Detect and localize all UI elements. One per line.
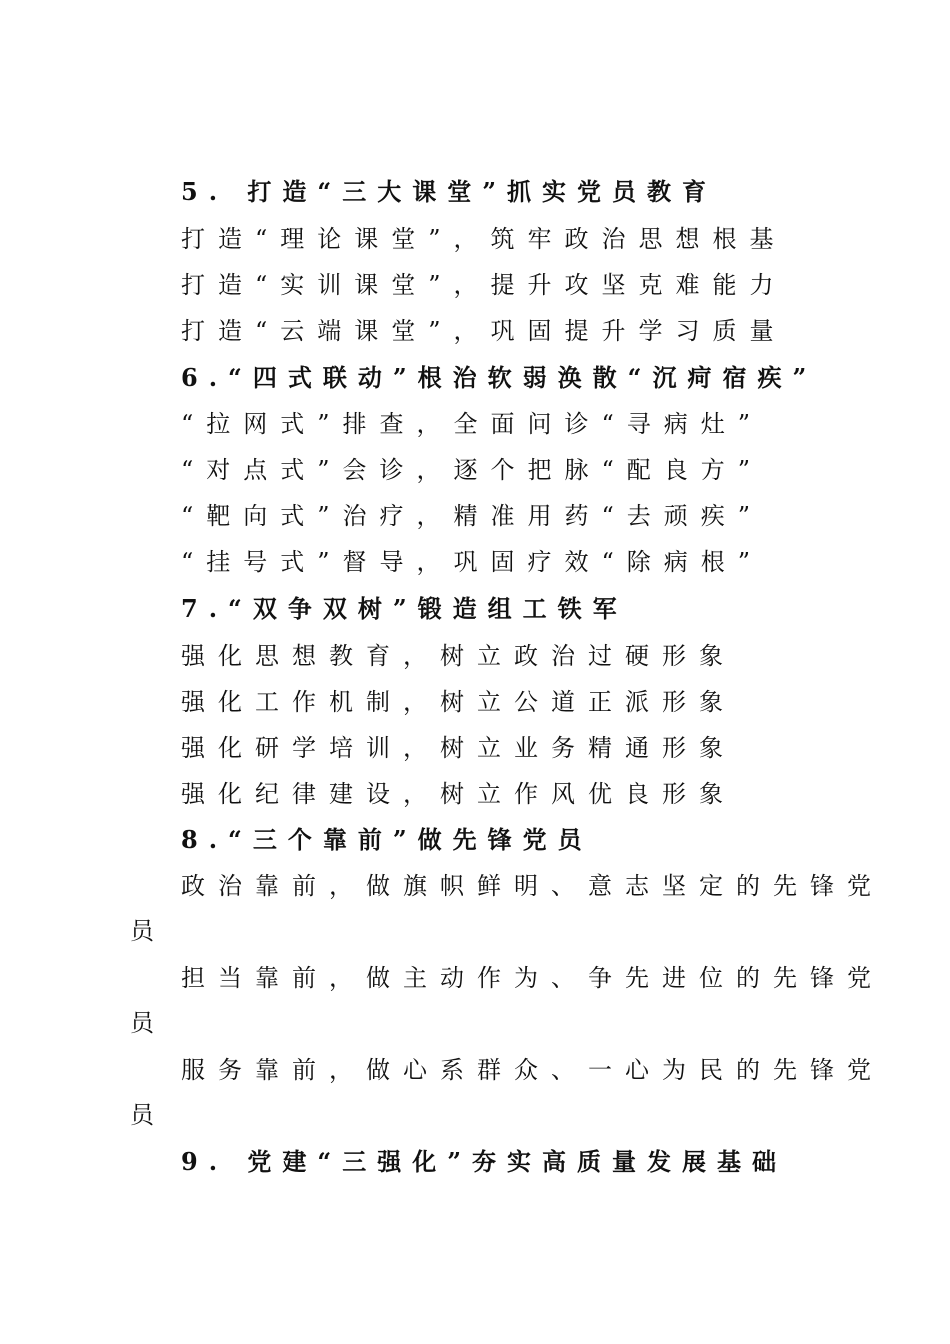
section-6-item-3: “靶向式”治疗，精准用药“去顽疾” xyxy=(181,502,764,530)
section-7-heading: 7.“双争双树”锻造组工铁军 xyxy=(181,594,628,623)
section-7-item-4: 强化纪律建设，树立作风优良形象 xyxy=(181,780,736,808)
section-5-heading: 5. 打造“三大课堂”抓实党员教育 xyxy=(181,177,718,206)
section-6-item-2: “对点式”会诊，逐个把脉“配良方” xyxy=(181,456,764,484)
section-8-item-1-tail: 员 xyxy=(130,917,154,945)
section-8-item-2-tail: 员 xyxy=(130,1009,154,1037)
section-5-item-3: 打造“云端课堂”，巩固提升学习质量 xyxy=(181,317,787,345)
section-6-item-1: “拉网式”排查，全面问诊“寻病灶” xyxy=(181,410,764,438)
section-8-item-3-tail: 员 xyxy=(130,1101,154,1129)
section-7-item-2: 强化工作机制，树立公道正派形象 xyxy=(181,688,736,716)
section-9-heading: 9. 党建“三强化”夯实高质量发展基础 xyxy=(181,1147,788,1176)
section-6-heading: 6.“四式联动”根治软弱涣散“沉疴宿疾” xyxy=(181,363,818,392)
section-5-item-2: 打造“实训课堂”，提升攻坚克难能力 xyxy=(181,271,787,299)
section-7-item-3: 强化研学培训，树立业务精通形象 xyxy=(181,734,736,762)
section-6-item-4: “挂号式”督导，巩固疗效“除病根” xyxy=(181,548,764,576)
section-8-item-2: 担当靠前，做主动作为、争先进位的先锋党 xyxy=(181,964,884,992)
section-8-heading: 8.“三个靠前”做先锋党员 xyxy=(181,825,593,854)
section-8-item-3: 服务靠前，做心系群众、一心为民的先锋党 xyxy=(181,1056,884,1084)
section-7-item-1: 强化思想教育，树立政治过硬形象 xyxy=(181,642,736,670)
section-8-item-1: 政治靠前，做旗帜鲜明、意志坚定的先锋党 xyxy=(181,872,884,900)
section-5-item-1: 打造“理论课堂”，筑牢政治思想根基 xyxy=(181,225,787,253)
